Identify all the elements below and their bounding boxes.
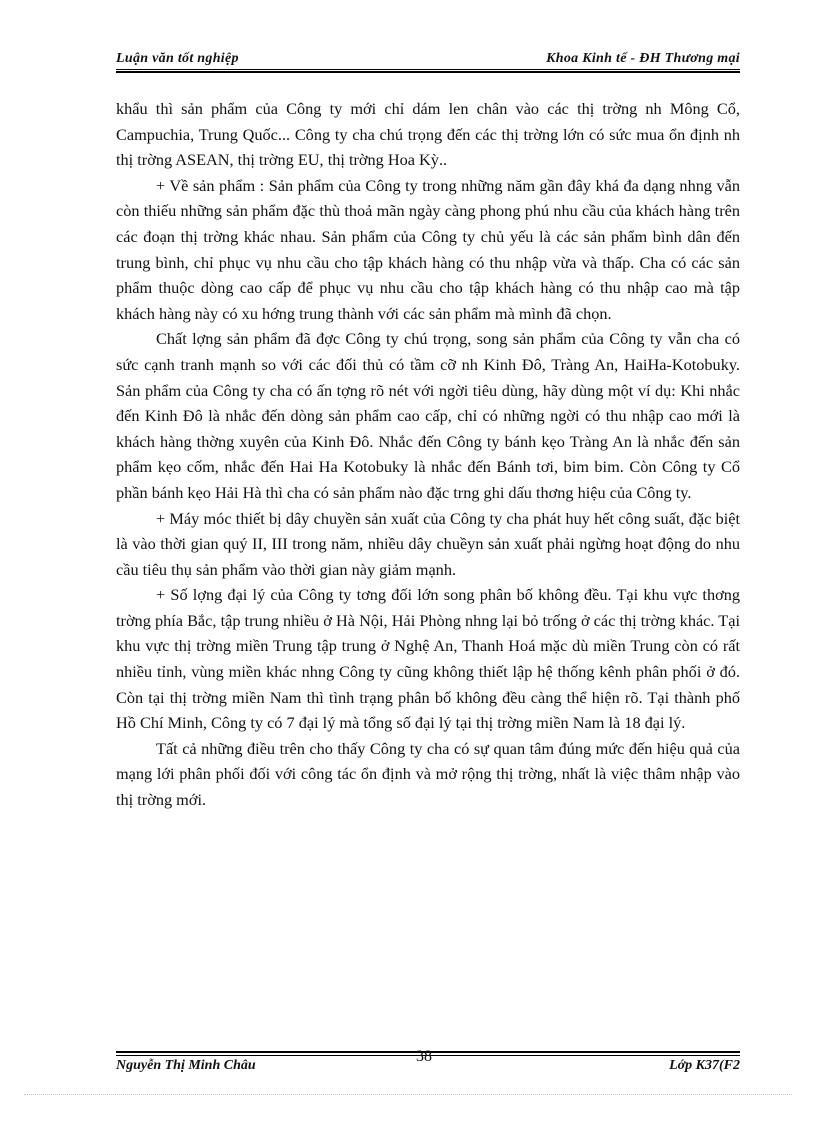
paragraph-quality: Chất lợng sản phẩm đã đợc Công ty chú trọng, song sản phẩm của Công ty vẫn cha có sức cạnh tranh mạnh so với các đối thủ có tầm cỡ nh Kinh Đô, Tràng An, HaiHa-Kotobuky. Sản phẩm của Công ty cha có ấn tợng rõ nét với ngời tiêu dùng, hãy dùng một ví dụ: Khi nhắc đến Kinh Đô là nhắc đến dòng sản phẩm cao cấp, chỉ có những ngời có thu nhập cao mới là khách hàng thờng xuyên của Kinh Đô. Nhắc đến Công ty bánh kẹo Tràng An là nhắc đến sản phẩm kẹo cốm, nhắc đến Hai Ha Kotobuky là nhắc đến Bánh tơi, bim bim. Còn Công ty Cổ phần bánh kẹo Hải Hà thì cha có sản phẩm nào đặc trng ghi dấu thơng hiệu của Công ty. — [116, 329, 740, 502]
paragraph-conclusion: Tất cả những điều trên cho thấy Công ty cha có sự quan tâm đúng mức đến hiệu quả của mạng lới phân phối đối với công tác ổn định và mở rộng thị trờng, nhất là việc thâm nhập vào thị trờng mới. — [116, 738, 740, 810]
paragraph-agents: + Số lợng đại lý của Công ty tơng đối lớn song phân bố không đều. Tại khu vực thơng trờng phía Bắc, tập trung nhiều ở Hà Nội, Hải Phòng nhng lại bỏ trống ở các thị trờng khác. Tại khu vực thị trờng miền Trung tập trung ở Nghệ An, Thanh Hoá mặc dù miền Trung còn có rất nhiều tỉnh, vùng miền khác nhng Công ty cũng không thiết lập hệ thống kênh phân phối ở đó. Còn tại thị trờng miền Nam thì tình trạng phân bố không đều càng thể hiện rõ. Tại thành phố Hồ Chí Minh, Công ty có 7 đại lý mà tổng số đại lý tại thị trờng miền Nam là 18 đại lý. — [116, 585, 740, 733]
page-header — [116, 49, 740, 70]
paragraph-products: + Về sản phẩm : Sản phẩm của Công ty trong những năm gần đây khá đa dạng nhng vẫn còn thiếu những sản phẩm đặc thù thoả mãn ngày càng phong phú nhu cầu của khách hàng trên các đoạn thị trờng khác nhau. Sản phẩm của Công ty chủ yếu là các sản phẩm bình dân đến trung bình, chỉ phục vụ nhu cầu cho tập khách hàng có thu nhập vừa và thấp. Cha có các sản phẩm thuộc dòng cao cấp để phục vụ nhu cầu cho tập khách hàng có thu nhập cao mà tập khách hàng này có xu hớng trung thành với các sản phẩm mà mình đã chọn. — [116, 175, 740, 323]
page-number: 38 — [416, 1048, 432, 1065]
page-bottom-divider — [24, 1094, 792, 1095]
footer-class: Lớp K37(F2 — [669, 1058, 740, 1073]
header-thesis-label: Luận văn tốt nghiệp — [116, 51, 239, 66]
paragraph-machinery: + Máy móc thiết bị dây chuyền sản xuất của Công ty cha phát huy hết công suất, đặc biệt là vào thời gian quý II, III trong năm, nhiều dây chuềyn sản xuất phải ngừng hoạt động do nhu cầu tiêu thụ sản phẩm vào thời gian này giảm mạnh. — [116, 508, 740, 579]
page-footer — [116, 1048, 740, 1076]
footer-author: Nguyễn Thị Minh Châu — [116, 1058, 256, 1073]
header-faculty-label: Khoa Kinh tế - ĐH Thương mại — [546, 51, 740, 66]
document-body — [116, 96, 740, 813]
paragraph-markets: khẩu thì sản phẩm của Công ty mới chỉ dám len chân vào các thị trờng nh Mông Cổ, Campuchia, Trung Quốc... Công ty cha chú trọng đến các thị trờng lớn có sức mua ổn định nh thị trờng ASEAN, thị trờng EU, thị trờng Hoa Kỳ.. — [116, 99, 740, 170]
